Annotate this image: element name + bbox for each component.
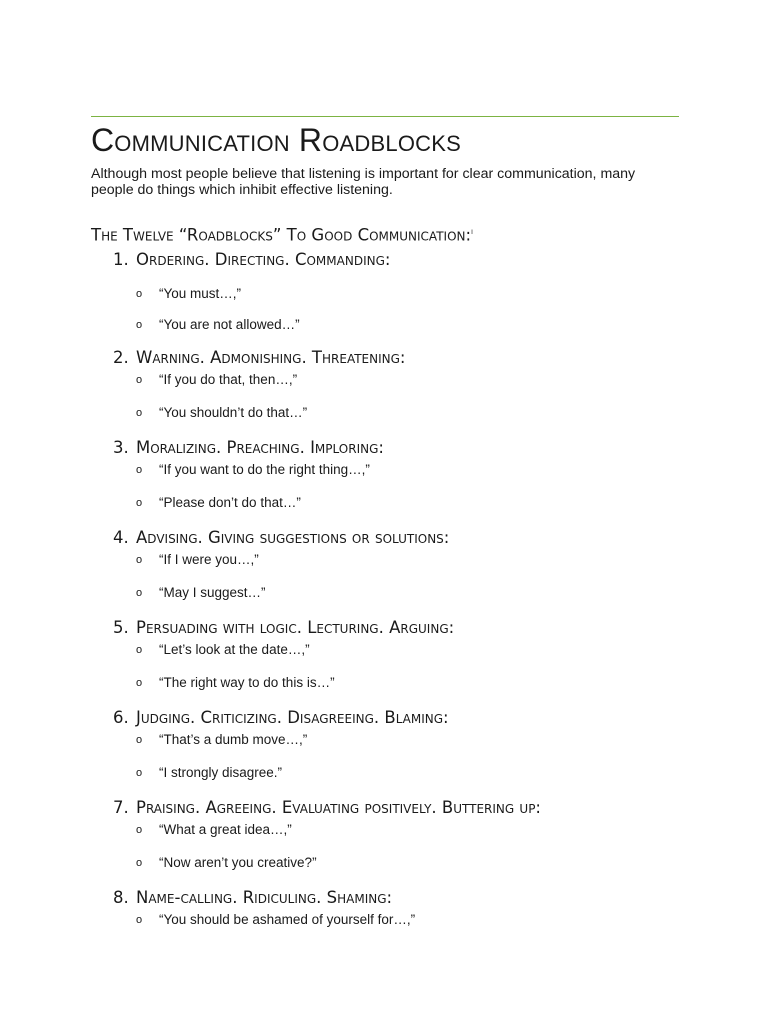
title-rule	[91, 116, 679, 117]
list-item-number: 5.	[113, 618, 129, 637]
subheading-text: The Twelve “Roadblocks” To Good Communication:	[91, 225, 472, 245]
list-item-number: 7.	[113, 798, 129, 817]
footnote-marker: i	[471, 227, 473, 236]
example-text: “I strongly disagree.”	[159, 765, 283, 780]
example-text: “You are not allowed…”	[159, 317, 300, 332]
example-text: “You should be ashamed of yourself for…,”	[159, 912, 416, 927]
bullet-circle-icon: o	[136, 587, 143, 599]
example-text: “If you do that, then…,”	[159, 372, 298, 387]
bullet-circle-icon: o	[136, 319, 143, 331]
example-bullet	[136, 317, 300, 333]
bullet-circle-icon: o	[136, 497, 143, 509]
list-item-number: 3.	[113, 438, 129, 457]
example-text: “You shouldn’t do that…”	[159, 405, 308, 420]
list-item-heading	[113, 347, 406, 369]
example-bullet	[136, 732, 308, 748]
page-title: Communication Roadblocks	[91, 122, 461, 158]
bullet-circle-icon: o	[136, 767, 143, 779]
list-item-heading	[113, 887, 392, 909]
bullet-circle-icon: o	[136, 464, 143, 476]
list-item-title: Persuading with logic. Lecturing. Arguing:	[136, 618, 455, 637]
list-item-number: 4.	[113, 528, 129, 547]
example-bullet	[136, 372, 298, 388]
bullet-circle-icon: o	[136, 374, 143, 386]
bullet-circle-icon: o	[136, 824, 143, 836]
list-item-title: Ordering. Directing. Commanding:	[136, 250, 391, 269]
list-item-title: Moralizing. Preaching. Imploring:	[136, 438, 384, 457]
bullet-circle-icon: o	[136, 288, 143, 300]
example-bullet	[136, 912, 416, 928]
example-text: “Please don’t do that…”	[159, 495, 301, 510]
example-text: “Let’s look at the date…,”	[159, 642, 310, 657]
list-item-heading	[113, 249, 390, 271]
example-text: “That’s a dumb move…,”	[159, 732, 308, 747]
example-bullet	[136, 286, 242, 302]
bullet-circle-icon: o	[136, 857, 143, 869]
example-bullet	[136, 405, 308, 421]
example-bullet	[136, 495, 301, 511]
example-bullet	[136, 585, 266, 601]
bullet-circle-icon: o	[136, 554, 143, 566]
example-text: “The right way to do this is…”	[159, 675, 335, 690]
bullet-circle-icon: o	[136, 677, 143, 689]
list-item-heading	[113, 707, 449, 729]
example-text: “What a great idea…,”	[159, 822, 292, 837]
list-item-heading	[113, 797, 541, 819]
example-bullet	[136, 822, 292, 838]
example-bullet	[136, 675, 335, 691]
list-item-number: 6.	[113, 708, 129, 727]
example-bullet	[136, 552, 259, 568]
list-item-heading	[113, 437, 384, 459]
bullet-circle-icon: o	[136, 407, 143, 419]
example-bullet	[136, 765, 283, 781]
list-item-title: Advising. Giving suggestions or solutions:	[136, 528, 450, 547]
example-text: “May I suggest…”	[159, 585, 266, 600]
example-text: “If I were you…,”	[159, 552, 259, 567]
example-text: “Now aren’t you creative?”	[159, 855, 317, 870]
bullet-circle-icon: o	[136, 734, 143, 746]
example-text: “You must…,”	[159, 286, 242, 301]
list-item-number: 2.	[113, 348, 129, 367]
bullet-circle-icon: o	[136, 644, 143, 656]
example-bullet	[136, 855, 317, 871]
list-item-heading	[113, 617, 454, 639]
list-item-title: Judging. Criticizing. Disagreeing. Blaming:	[136, 708, 449, 727]
intro-paragraph: Although most people believe that listening is important for clear communication, many people do things which inhibit effective listening.	[91, 166, 636, 198]
list-item-number: 1.	[113, 250, 129, 269]
list-item-heading	[113, 527, 449, 549]
section-subheading	[91, 221, 473, 247]
list-item-number: 8.	[113, 888, 129, 907]
example-bullet	[136, 642, 310, 658]
list-item-title: Warning. Admonishing. Threatening:	[136, 348, 406, 367]
list-item-title: Name-calling. Ridiculing. Shaming:	[136, 888, 393, 907]
list-item-title: Praising. Agreeing. Evaluating positively. Buttering up:	[136, 798, 541, 817]
bullet-circle-icon: o	[136, 914, 143, 926]
example-text: “If you want to do the right thing…,”	[159, 462, 370, 477]
example-bullet	[136, 462, 370, 478]
